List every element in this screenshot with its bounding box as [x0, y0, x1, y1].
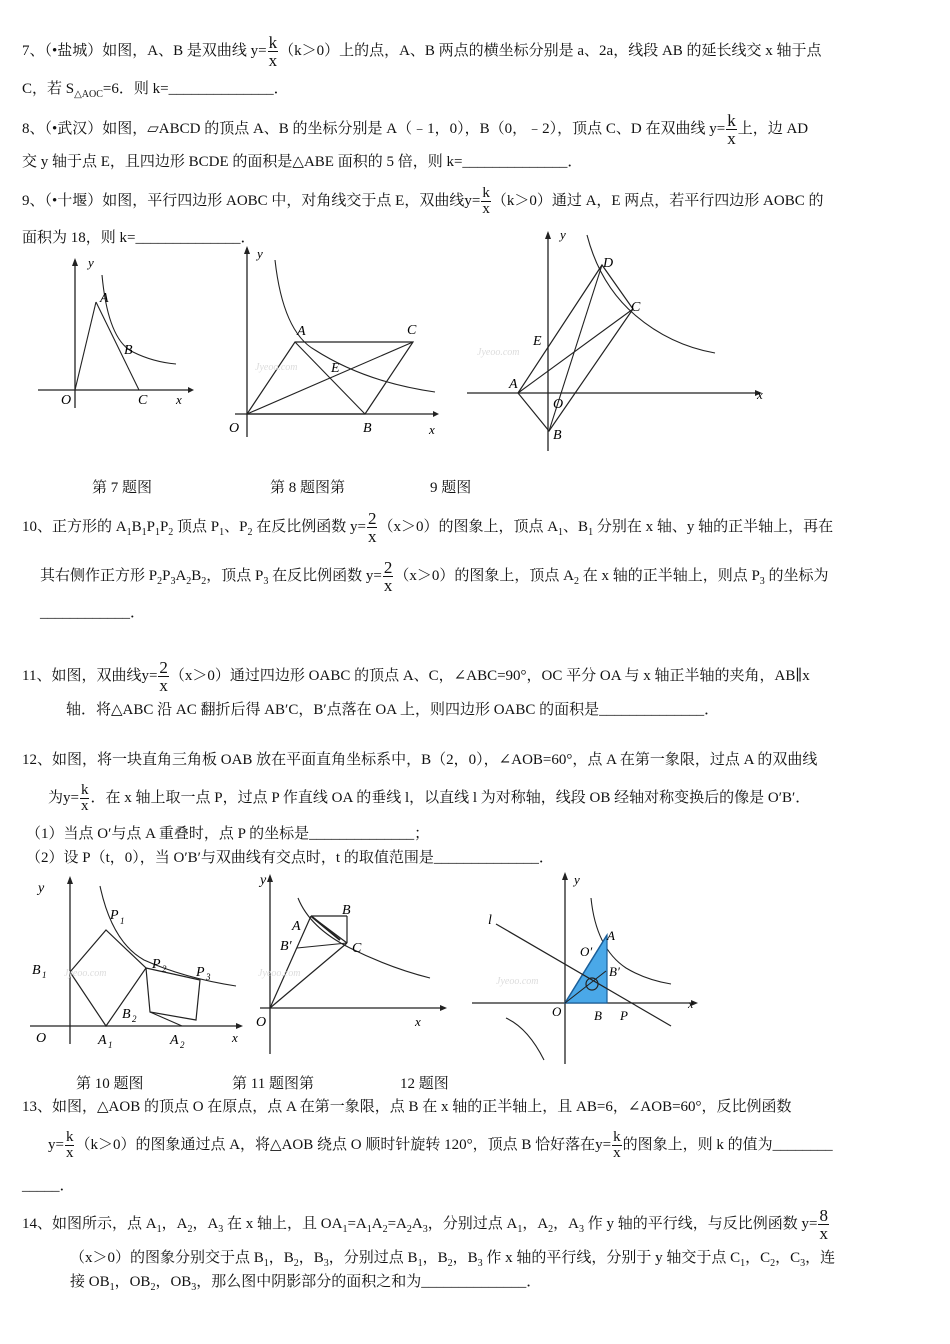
q7-answer-blank[interactable]: ______________	[168, 81, 274, 97]
svg-text:C: C	[407, 323, 417, 338]
hyperbola	[298, 898, 430, 978]
hyperbola	[100, 886, 236, 986]
q7-line1: 7、（•盐城）如图，A、B 是双曲线 y= $\frac{k}{x}$ （k＞0）上的点，A、B 两点的横坐标分别是 a、2a，线段 AB 的延长线交 x 轴于点	[22, 33, 822, 70]
caption-q12: 12 题图	[400, 1076, 449, 1092]
svg-text:O′: O′	[580, 944, 593, 959]
svg-text:A: A	[297, 324, 306, 339]
q11-line2: 轴．将△ABC 沿 AC 翻折后得 AB′C，B′点落在 OA 上，则四边形 OABC 的面积是______________．	[66, 702, 720, 718]
svg-text:2: 2	[162, 964, 167, 974]
q9-answer-blank[interactable]: ______________	[135, 230, 241, 246]
svg-text:y: y	[260, 873, 267, 888]
svg-text:O: O	[256, 1015, 267, 1030]
label-C: C	[138, 393, 148, 408]
svg-text:2: 2	[180, 1040, 185, 1050]
q9-fraction: $\frac{k}{x}$	[482, 185, 490, 217]
figure-q10	[24, 872, 254, 1052]
figure-q9	[465, 225, 775, 455]
svg-text:B: B	[363, 421, 372, 436]
q14-line3: 接 $OB_1$，$OB_2$，$OB_3$，那么图中阴影部分的面积之和为______________．	[70, 1274, 542, 1293]
q12-sub2: （2）设 P（t，0），当 O′B′与双曲线有交点时，t 的取值范围是______________．	[26, 850, 554, 866]
svg-text:x: x	[429, 422, 435, 437]
svg-text:E: E	[331, 361, 340, 376]
q12-answer-blank-1[interactable]: ______________	[309, 826, 415, 842]
q14-line1: 14、如图所示，点 $A_1$，$A_2$，$A_3$ 在 x 轴上，且 $OA_1=A_1A_2=A_2A_3$，分别过点 $A_1$，$A_2$，$A_3$ 作 y 轴的平行线，与反比例函数 y= $\frac{8}{x}$	[22, 1206, 828, 1243]
svg-text:A: A	[292, 919, 301, 934]
q8-answer-blank[interactable]: ______________	[462, 154, 568, 170]
svg-text:x: x	[757, 387, 763, 402]
label-A: A	[100, 291, 109, 306]
label-B: B	[124, 343, 133, 358]
svg-text:B: B	[594, 1008, 602, 1023]
caption-q9: 9 题图	[430, 480, 472, 496]
q13-answer-blank[interactable]: ________	[772, 1136, 833, 1153]
svg-text:1: 1	[42, 970, 47, 980]
figure-q7	[28, 250, 198, 420]
svg-text:y: y	[257, 246, 263, 261]
q14-fraction: $\frac{8}{x}$	[819, 1206, 828, 1243]
q8-fraction: $\frac{k}{x}$	[727, 111, 736, 148]
svg-text:B: B	[122, 1007, 131, 1022]
svg-text:D: D	[603, 256, 614, 271]
caption-q10: 第 10 题图	[76, 1076, 144, 1092]
label-y: y	[88, 255, 94, 270]
q13-line2: y= $\frac{k}{x}$ （k＞0）的图象通过点 A，将△AOB 绕点 O 顺时针旋转 120°，顶点 B 恰好落在y= $\frac{k}{x}$ 的图象上，则 k 的值为________	[48, 1129, 833, 1161]
q13-line3[interactable]: _____．	[22, 1178, 75, 1194]
q11-answer-blank[interactable]: ______________	[599, 702, 705, 718]
svg-text:A: A	[607, 928, 615, 943]
q12-line1: 12、如图，将一块直角三角板 OAB 放在平面直角坐标系中，B（2，0），∠AOB=60°，点 A 在第一象限，过点 A 的双曲线	[22, 752, 818, 768]
hyperbola	[587, 235, 715, 353]
svg-text:O: O	[552, 1004, 562, 1019]
q11-fraction: $\frac{2}{x}$	[159, 658, 168, 695]
q7-fraction: $\frac{k}{x}$	[268, 33, 278, 70]
svg-text:Jyeoo.com: Jyeoo.com	[477, 347, 520, 358]
svg-text:2: 2	[132, 1014, 137, 1024]
q9-line2: 面积为 18，则 k=______________．	[22, 230, 256, 246]
svg-text:A: A	[98, 1033, 107, 1048]
svg-text:O: O	[229, 421, 240, 436]
svg-text:Jyeoo.com: Jyeoo.com	[64, 968, 107, 979]
svg-text:x: x	[415, 1014, 421, 1029]
q10-fraction: $\frac{2}{x}$	[367, 509, 377, 546]
svg-text:C: C	[352, 941, 362, 956]
q13-fraction-1: $\frac{k}{x}$	[65, 1129, 74, 1161]
caption-q7: 第 7 题图	[92, 480, 153, 496]
q14-answer-blank[interactable]: ______________	[421, 1274, 527, 1290]
square-2	[146, 968, 200, 1020]
q10-line1: 10、正方形的 $A_1B_1P_1P_2$ 顶点 $P_1$、$P_2$ 在反比例函数 y= $\frac{2}{x}$ （x＞0）的图象上，顶点 $A_1$、$B_1$ 分别在 x 轴、y 轴的正半轴上，再在	[22, 509, 834, 546]
svg-text:E: E	[533, 334, 542, 349]
line-l	[496, 924, 671, 1026]
figure-q12	[466, 868, 706, 1068]
svg-text:1: 1	[120, 916, 125, 926]
q8-line1: 8、（•武汉）如图，▱ABCD 的顶点 A、B 的坐标分别是 A（﹣1，0），B（0，﹣2），顶点 C、D 在双曲线 y= $\frac{k}{x}$ 上，边 AD	[22, 111, 809, 148]
svg-text:x: x	[232, 1030, 238, 1045]
label-O: O	[61, 393, 72, 408]
svg-text:B: B	[32, 963, 41, 978]
q12-answer-blank-2[interactable]: ______________	[433, 850, 539, 866]
q12-line2: 为y= $\frac{k}{x}$ ．在 x 轴上取一点 P，过点 P 作直线 OA 的垂线 l，以直线 l 为对称轴，线段 OB 经轴对称变换后的像是 O′B′．	[48, 782, 811, 814]
svg-text:O: O	[553, 397, 564, 412]
svg-text:Jyeoo.com: Jyeoo.com	[496, 976, 539, 987]
svg-text:P: P	[110, 908, 119, 923]
svg-text:A: A	[170, 1033, 179, 1048]
caption-q8: 第 8 题图第	[270, 480, 346, 496]
svg-text:C: C	[631, 300, 641, 315]
q7-line2: C，若 $S_{\triangle AOC}=6$．则 k=______________．	[22, 81, 289, 100]
q13-line1: 13、如图，△AOB 的顶点 O 在原点，点 A 在第一象限，点 B 在 x 轴的正半轴上，且 AB=6，∠AOB=60°，反比例函数	[22, 1099, 792, 1115]
svg-text:O: O	[36, 1031, 47, 1046]
q12-fraction: $\frac{k}{x}$	[80, 782, 89, 814]
figure-q11	[250, 868, 450, 1058]
caption-q11: 第 11 题图第	[232, 1076, 314, 1092]
q11-line1: 11、如图，双曲线y= $\frac{2}{x}$ （x＞0）通过四边形 OABC 的顶点 A、C，∠ABC=90°，OC 平分 OA 与 x 轴正半轴的夹角，AB∥x	[22, 658, 810, 695]
svg-text:P: P	[196, 965, 205, 980]
svg-text:3: 3	[206, 972, 211, 982]
svg-text:1: 1	[108, 1040, 113, 1050]
q9-line1: 9、（•十堰）如图，平行四边形 AOBC 中，对角线交于点 E，双曲线y= $\frac{k}{x}$ （k＞0）通过 A，E 两点，若平行四边形 AOBC 的	[22, 185, 824, 217]
hyperbola-q3	[506, 1018, 544, 1060]
svg-text:B: B	[553, 428, 562, 443]
label-x: x	[176, 392, 182, 407]
svg-text:P: P	[620, 1008, 628, 1023]
figure-q8	[215, 242, 445, 442]
svg-text:B′: B′	[609, 964, 620, 979]
svg-text:A: A	[509, 377, 518, 392]
svg-text:B: B	[342, 903, 351, 918]
q10-line2: 其右侧作正方形 $P_2P_3A_2B_2$，顶点 $P_3$ 在反比例函数 y= $\frac{2}{x}$ （x＞0）的图象上，顶点 $A_2$ 在 x 轴的正半轴上，则点 $P_3$ 的坐标为	[40, 558, 829, 595]
q14-line2: （x＞0）的图象分别交于点 $B_1$，$B_2$，$B_3$，分别过点 $B_1$，$B_2$，$B_3$ 作 x 轴的平行线，分别于 y 轴交于点 $C_1$，$C_2$，$C_3$，连	[70, 1250, 836, 1269]
hyperbola	[102, 275, 176, 364]
svg-text:y: y	[574, 872, 580, 887]
svg-text:y: y	[560, 227, 566, 242]
q12-sub1: （1）当点 O′与点 A 重叠时，点 P 的坐标是______________；	[26, 826, 430, 842]
svg-text:l: l	[488, 913, 492, 928]
svg-text:y: y	[38, 881, 45, 896]
watermark: Jyeoo.com	[255, 362, 298, 373]
svg-text:B′: B′	[280, 939, 292, 954]
svg-text:x: x	[688, 997, 694, 1011]
svg-text:P: P	[152, 957, 161, 972]
q13-fraction-2: $\frac{k}{x}$	[613, 1129, 621, 1161]
q8-line2: 交 y 轴于点 E，且四边形 BCDE 的面积是△ABE 面积的 5 倍，则 k=______________．	[22, 154, 583, 170]
svg-text:Jyeoo.com: Jyeoo.com	[258, 968, 301, 979]
q10-answer-blank[interactable]: ____________．	[40, 605, 146, 621]
